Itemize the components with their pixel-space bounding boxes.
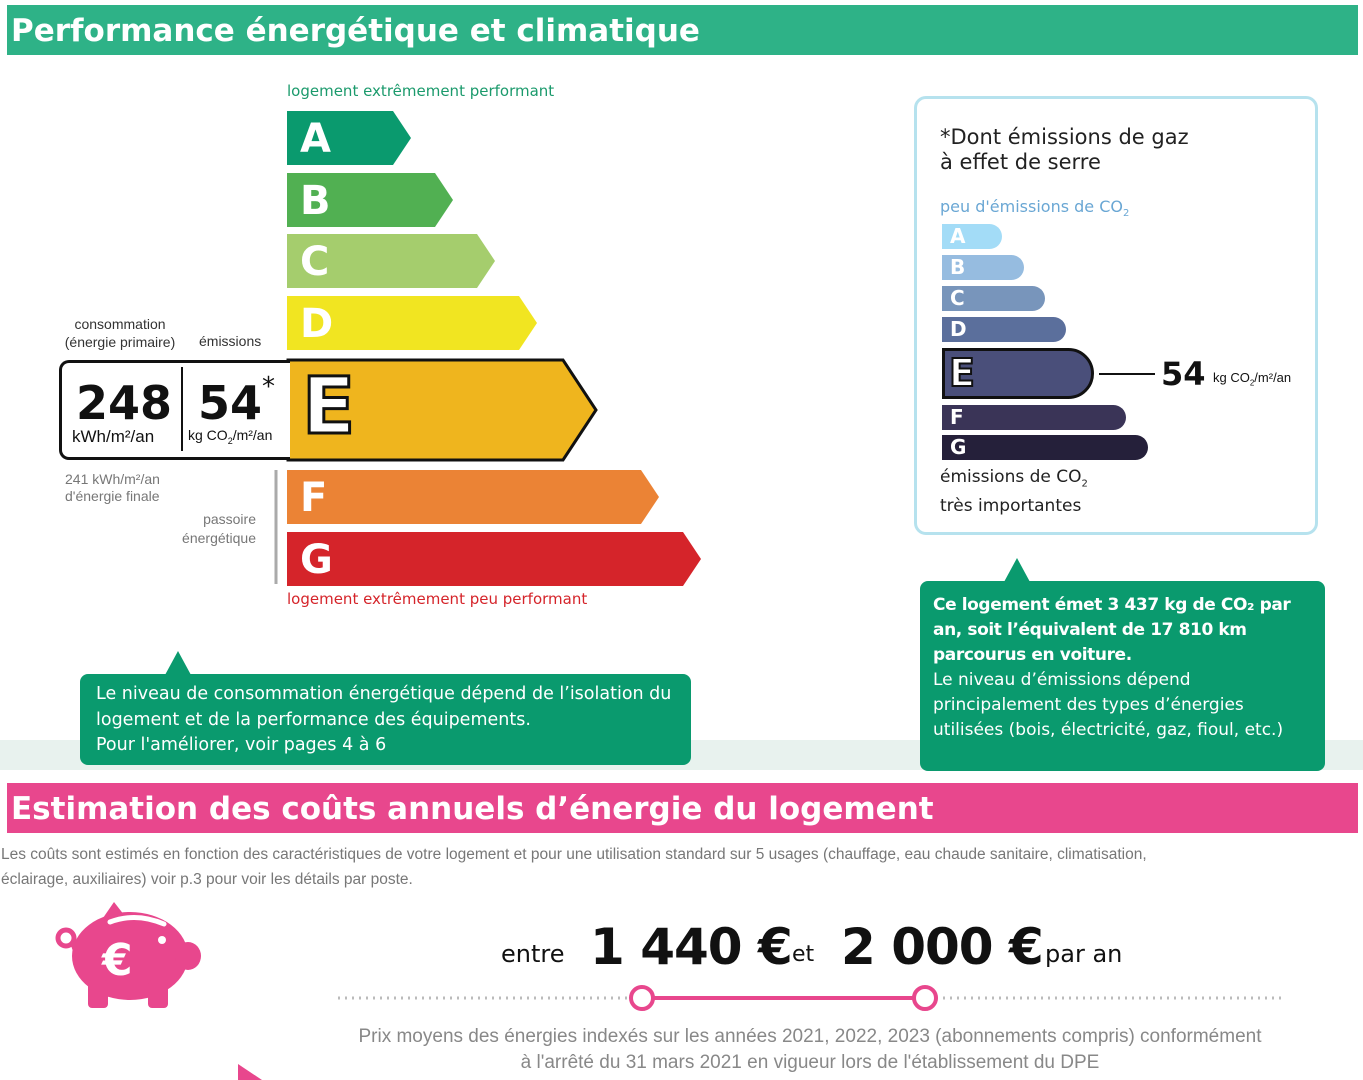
range-min-knob [631, 987, 653, 1009]
ges-bar-g: G [942, 435, 1148, 460]
price-note: Prix moyens des énergies indexés sur les années 2021, 2022, 2023 (abonnements compris) conformément à l'arrêté du 31 mars 2021 en vigueur lors de l'établissement du DPE [358, 1026, 1262, 1073]
emissions-value: 54* [198, 372, 276, 430]
emissions-info-bubble: Ce logement émet 3 437 kg de CO₂ par an, soit l’équivalent de 17 810 km parcourus en voiture. Le niveau d’émissions dépend principalement des types d’énergies utilisées (bois, électricité, gaz, fioul, etc.) [920, 581, 1325, 771]
ges-bar-a: A [942, 224, 1002, 249]
ges-heading-star: * [940, 125, 951, 149]
cost-entre: entre [501, 940, 565, 968]
cost-min-value: 1 440 € [590, 918, 792, 976]
section-title-costs: Estimation des coûts annuels d’énergie du logement [11, 791, 934, 827]
consumption-value: 248 [76, 376, 173, 430]
ges-bar-d: D [942, 317, 1066, 342]
ges-bar-e: E [942, 348, 1094, 399]
cost-max-value: 2 000 € [841, 918, 1043, 976]
passoire-label: passoire énergétique [182, 511, 256, 546]
ges-value: 54 [1161, 355, 1206, 393]
section-banner-costs [7, 783, 1358, 833]
ges-top-label: peu d'émissions de $CO_2$ [940, 197, 1130, 220]
dpe-letter-a: A [300, 116, 331, 162]
dpe-energy-scale [0, 0, 720, 600]
dpe-letter-d: D [300, 301, 334, 347]
ges-pointer-line [1099, 373, 1155, 375]
dpe-letter-e: E [302, 362, 356, 452]
range-max-knob [914, 987, 936, 1009]
ges-bar-c: C [942, 286, 1045, 311]
dpe-letter-f: F [300, 475, 328, 521]
ges-heading: *Dont émissions de gaz à effet de serre [940, 125, 1189, 174]
dpe-letter-b: B [300, 178, 331, 224]
bubble-pointer [165, 651, 191, 675]
dpe-letter-c: C [300, 239, 330, 285]
section-title-performance: Performance énergétique et climatique [11, 13, 700, 49]
cost-et: et [792, 942, 815, 967]
ges-bar-b: B [942, 255, 1024, 280]
emissions-unit: kg $CO_2/m^2/an$ [188, 427, 273, 446]
label-bottom-peu-performant: logement extrêmement peu performant [287, 590, 588, 608]
ges-unit: kg $CO_2/m^2/an$ [1213, 370, 1292, 388]
bottom-accent [238, 1064, 268, 1080]
consumption-info-bubble: Le niveau de consommation énergétique dépend de l’isolation du logement et de la performance des équipements. Pour l'améliorer, voir pages 4 à 6 [80, 674, 691, 765]
cost-range-indicator [330, 982, 1290, 1014]
value-box-divider [181, 367, 183, 451]
dpe-bar-f [287, 470, 659, 524]
dpe-bar-g [287, 532, 701, 586]
consumption-unit: kWh/m²/an [72, 427, 155, 446]
cost-par-an: par an [1045, 940, 1123, 968]
label-top-performant: logement extrêmement performant [287, 82, 555, 100]
costs-description: Les coûts sont estimés en fonction des caractéristiques de votre logement et pour une utilisation standard sur 5 usages (chauffage, eau chaude sanitaire, climatisation, éclairage, auxiliaires) voir p.3 pour voir les détails par poste. [1, 846, 1147, 888]
consumption-label: consommation (énergie primaire) [64, 316, 176, 350]
piggy-euro-symbol: € [102, 935, 133, 986]
emissions-star: * [262, 372, 276, 402]
final-energy-note: 241 kWh/m²/an d'énergie finale [65, 471, 160, 504]
dpe-letter-g: G [300, 537, 333, 583]
ges-bar-f: F [942, 405, 1126, 430]
bubble-pointer-right [1004, 558, 1030, 582]
ges-bottom-label: émissions de $CO_2$ très importantes [940, 467, 1088, 517]
emissions-label: émissions [199, 333, 262, 349]
